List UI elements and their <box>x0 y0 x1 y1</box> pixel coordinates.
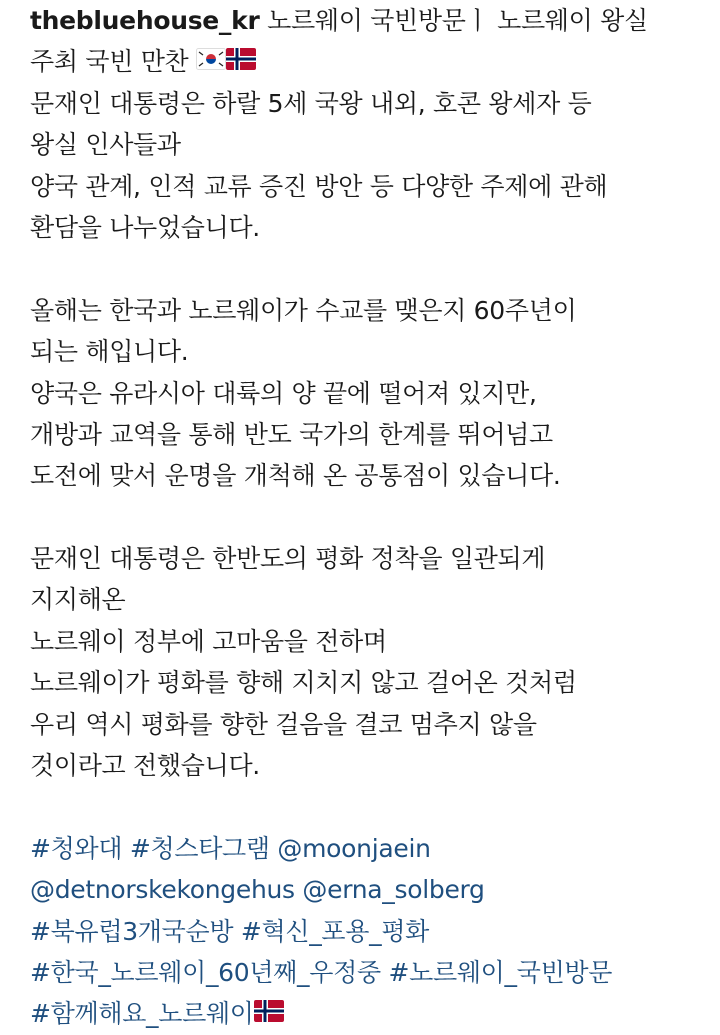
norway-flag-icon <box>254 993 284 1034</box>
paragraph1-line: 양국 관계, 인적 교류 증진 방안 등 다양한 주제에 관해 <box>30 171 608 201</box>
paragraph2-line: 양국은 유라시아 대륙의 양 끝에 떨어져 있지만, <box>30 378 537 408</box>
paragraph1-line: 왕실 인사들과 <box>30 130 181 160</box>
mention-link[interactable]: @erna_solberg <box>302 875 485 905</box>
paragraph-spacer <box>30 786 702 827</box>
paragraph2-line: 개방과 교역을 통해 반도 국가의 한계를 뛰어넘고 <box>30 419 553 449</box>
paragraph1-line: 문재인 대통령은 하랄 5세 국왕 내외, 호콘 왕세자 등 <box>30 88 592 118</box>
mention-link[interactable]: @moonjaein <box>277 833 431 863</box>
hashtag-line <box>30 911 702 952</box>
hashtag-link[interactable]: #청와대 <box>30 833 123 863</box>
south-korea-flag-icon <box>196 41 226 82</box>
paragraph3-line: 노르웨이 정부에 고마움을 전하며 <box>30 626 387 656</box>
hashtag-link[interactable]: #청스타그램 <box>129 833 270 863</box>
norway-flag-icon <box>226 41 256 82</box>
paragraph3-line: 것이라고 전했습니다. <box>30 751 260 781</box>
hashtag-link[interactable]: #북유럽3개국순방 <box>30 916 234 946</box>
hashtag-link[interactable]: #혁신_포용_평화 <box>240 916 430 946</box>
caption-title-text: 노르웨이 국빈방문ㅣ 노르웨이 왕실 <box>259 6 648 35</box>
post-caption <box>30 0 702 1035</box>
hashtag-link[interactable]: #함께해요_노르웨이 <box>30 999 254 1029</box>
paragraph2-line: 도전에 맞서 운명을 개척해 온 공통점이 있습니다. <box>30 461 561 491</box>
paragraph2-line: 올해는 한국과 노르웨이가 수교를 맺은지 60주년이 <box>30 295 577 325</box>
hashtag-line <box>30 869 702 910</box>
paragraph2-line: 되는 해입니다. <box>30 337 189 367</box>
paragraph-spacer <box>30 497 702 538</box>
username-link[interactable]: thebluehouse_kr <box>30 6 260 35</box>
hashtag-line <box>30 952 702 993</box>
paragraph1-line: 환담을 나누었습니다. <box>30 212 260 242</box>
paragraph3-line: 우리 역시 평화를 향한 걸음을 결코 멈추지 않을 <box>30 709 537 739</box>
caption-title-text-2: 주최 국빈 만찬 <box>30 47 189 77</box>
hashtag-link[interactable]: #노르웨이_국빈방문 <box>388 957 613 987</box>
paragraph3-line: 노르웨이가 평화를 향해 지치지 않고 걸어온 것처럼 <box>30 668 577 698</box>
paragraph3-line: 문재인 대통령은 한반도의 평화 정착을 일관되게 <box>30 544 546 574</box>
caption-title-line-2 <box>30 41 702 82</box>
paragraph-spacer <box>30 248 702 289</box>
mention-link[interactable]: @detnorskekongehus <box>30 875 295 905</box>
paragraph3-line: 지지해온 <box>30 585 126 615</box>
hashtag-link[interactable]: #한국_노르웨이_60년째_우정중 <box>30 957 381 987</box>
hashtag-line <box>30 828 702 869</box>
hashtag-line <box>30 993 702 1034</box>
caption-title-line-1 <box>30 0 702 41</box>
